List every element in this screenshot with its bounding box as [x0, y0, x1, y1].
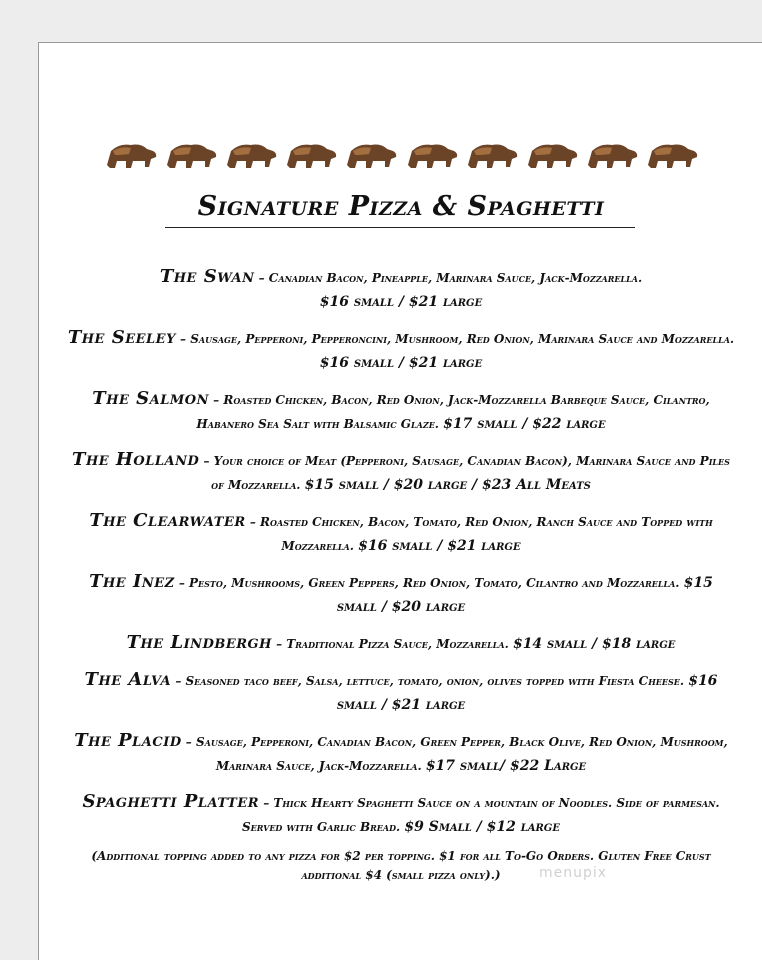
- bear-icon: [223, 137, 279, 173]
- item-description: – Roasted Chicken, Bacon, Red Onion, Jack-Mozzarella Barbeque Sauce, Cilantro, Habanero Sea Salt with Balsamic Glaze.: [196, 393, 710, 431]
- menu-item: [67, 668, 735, 717]
- bear-icon: [103, 137, 159, 173]
- menu-item: [67, 790, 735, 839]
- item-description: – Your choice of Meat (Pepperoni, Sausage, Canadian Bacon), Marinara Sauce and Piles of Mozzarella.: [199, 454, 730, 492]
- menu-title: Signature Pizza & Spaghetti: [197, 191, 605, 222]
- item-name: The Placid: [74, 730, 182, 751]
- item-description: – Sausage, Pepperoni, Pepperoncini, Mushroom, Red Onion, Marinara Sauce and Mozzarella.: [175, 332, 735, 346]
- bear-icon: [404, 137, 460, 173]
- item-price: $14 small / $18 large: [512, 636, 676, 652]
- item-price: $16 small / $21 large: [319, 294, 483, 310]
- menu-item: [67, 387, 735, 436]
- item-description: – Pesto, Mushrooms, Green Peppers, Red Onion, Tomato, Cilantro and Mozzarella.: [174, 576, 680, 590]
- item-price: $9 Small / $12 large: [404, 819, 560, 835]
- bear-icon: [343, 137, 399, 173]
- menu-item: [67, 570, 735, 619]
- item-price: $16 small / $21 large: [319, 355, 483, 371]
- item-name: The Alva: [84, 669, 172, 690]
- item-price: $15 small / $20 large / $23 All Meats: [304, 477, 591, 493]
- item-name: The Seeley: [67, 327, 176, 348]
- title-underline: [165, 227, 635, 228]
- item-name: The Swan: [159, 266, 255, 287]
- bear-icon: [584, 137, 640, 173]
- menu-item: [67, 265, 735, 314]
- topping-note: (Additional topping added to any pizza for $2 per topping. $1 for all To-Go Orders. Gluten Free Crust additional $4 (small pizza only).): [91, 849, 711, 882]
- menu-item: [67, 326, 735, 375]
- menu-item: [67, 509, 735, 558]
- item-price: $16 small / $21 large: [358, 538, 521, 554]
- bear-icon: [163, 137, 219, 173]
- bear-banner: [103, 135, 700, 175]
- item-name: The Inez: [89, 571, 175, 592]
- item-name: The Holland: [72, 449, 200, 470]
- item-name: Spaghetti Platter: [82, 791, 260, 812]
- item-description: – Canadian Bacon, Pineapple, Marinara Sauce, Jack-Mozzarella.: [254, 271, 643, 285]
- menu-items: [67, 265, 735, 885]
- item-price: $15 small / $20 large: [336, 575, 713, 615]
- item-name: The Salmon: [92, 388, 209, 409]
- item-description: – Traditional Pizza Sauce, Mozzarella.: [271, 637, 509, 651]
- watermark: menupix: [539, 865, 608, 881]
- item-name: The Clearwater: [89, 510, 246, 531]
- item-price: $16 small / $21 large: [336, 673, 718, 713]
- bear-icon: [464, 137, 520, 173]
- item-description: – Roasted Chicken, Bacon, Tomato, Red Onion, Ranch Sauce and Topped with Mozzarella.: [245, 515, 713, 553]
- bear-icon: [283, 137, 339, 173]
- bear-icon: [524, 137, 580, 173]
- menu-item: [67, 631, 735, 656]
- item-description: – Thick Hearty Spaghetti Sauce on a mountain of Noodles. Side of parmesan. Served with Garlic Bread.: [242, 796, 720, 834]
- menu-item: [67, 448, 735, 497]
- menu-page: [38, 42, 762, 960]
- item-price: $17 small / $22 large: [443, 416, 606, 432]
- menu-item: [67, 729, 735, 778]
- item-name: The Lindbergh: [126, 632, 272, 653]
- item-description: – Sausage, Pepperoni, Canadian Bacon, Green Pepper, Black Olive, Red Onion, Mushroom, Marinara Sauce, Jack-Mozzarella.: [181, 735, 728, 773]
- item-description: – Seasoned taco beef, Salsa, lettuce, tomato, onion, olives topped with Fiesta Cheese.: [171, 674, 685, 688]
- bear-icon: [644, 137, 700, 173]
- item-price: $17 small/ $22 Large: [425, 758, 587, 774]
